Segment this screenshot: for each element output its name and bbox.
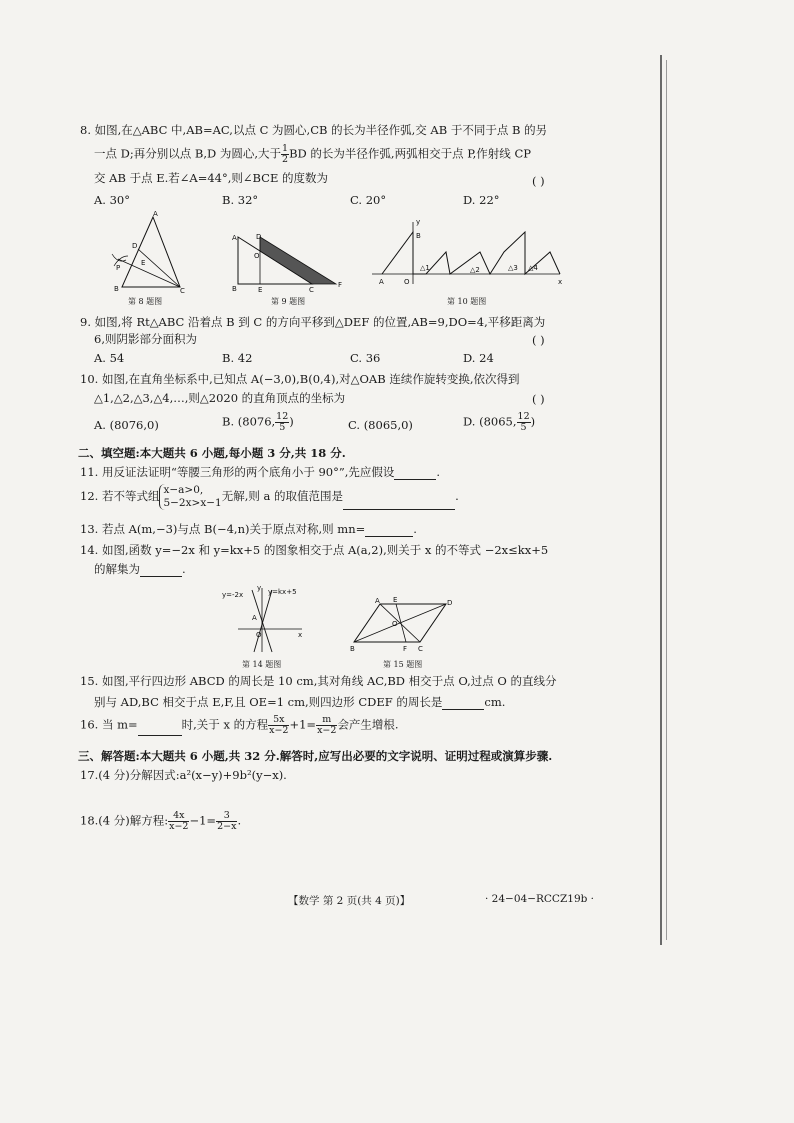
- q15-blank[interactable]: [442, 697, 484, 710]
- fig8-triangle: [122, 217, 180, 287]
- footer-page-info: 【数学 第 2 页(共 4 页)】: [288, 895, 411, 907]
- q8-option-a: A. 30°: [94, 193, 130, 207]
- q9-option-c: C. 36: [350, 351, 381, 365]
- footer-code: · 24−04−RCCZ19b ·: [485, 893, 595, 905]
- fig9-label-c: C: [309, 286, 314, 294]
- q9-line1: 9. 如图,将 Rt△ABC 沿着点 B 到 C 的方向平移到△DEF 的位置,AB=9,DO=4,平移距离为: [80, 315, 546, 329]
- q8-option-d: D. 22°: [463, 193, 500, 207]
- q13: 13. 若点 A(m,−3)与点 B(−4,n)关于原点对称,则 mn= .: [80, 522, 417, 536]
- fig8-label-c: C: [180, 287, 185, 295]
- section-2-heading: 二、填空题:本大题共 6 小题,每小题 3 分,共 18 分.: [78, 446, 346, 460]
- figure-8: [108, 210, 198, 295]
- fig10-caption: 第 10 题图: [447, 297, 487, 306]
- q12-blank[interactable]: [343, 497, 455, 510]
- fig14-label-x: x: [298, 631, 303, 639]
- fig15-bd: [354, 604, 446, 642]
- fig9-label-b: B: [232, 285, 237, 293]
- q16: 16. 当 m= 时,关于 x 的方程 $\frac{5x}{x-2}$ +1= $\frac{m}{x-2}$ 会产生增根.: [80, 714, 399, 736]
- q16-blank[interactable]: [138, 723, 182, 736]
- q15-line2: 别与 AD,BC 相交于点 E,F,且 OE=1 cm,则四边形 CDEF 的周长是 cm.: [94, 695, 506, 709]
- fig10-label-y: y: [416, 218, 421, 226]
- q8-line2b: BD 的长为半径作弧,两弧相交于点 P,作射线 CP: [289, 146, 531, 161]
- fig15-label-b: B: [350, 645, 355, 653]
- fig14-label-a: A: [252, 614, 257, 622]
- fig9-label-f: F: [338, 281, 343, 289]
- q8-fraction: $\frac{1}{2}$: [282, 143, 289, 165]
- fig15-label-d: D: [447, 599, 453, 607]
- q8-line2: [94, 144, 531, 165]
- fig10-label-x: x: [558, 278, 563, 286]
- q15-line1: 15. 如图,平行四边形 ABCD 的周长是 10 cm,其对角线 AC,BD 相交于点 O,过点 O 的直线分: [80, 674, 557, 688]
- fig9-caption: 第 9 题图: [271, 297, 306, 306]
- q14-line2: 的解集为 .: [94, 562, 186, 576]
- fig10-label-t4: △4: [528, 264, 538, 272]
- q10-line2: △1,△2,△3,△4,…,则△2020 的直角顶点的坐标为: [94, 391, 346, 405]
- fig15-caption: 第 15 题图: [383, 660, 423, 669]
- fig15-label-e: E: [393, 596, 398, 604]
- q8-answer-paren: ( ): [532, 174, 545, 188]
- fig15-label-f: F: [403, 645, 408, 653]
- fig14-label-kx5: y=kx+5: [268, 588, 297, 596]
- fig15-label-o: O: [392, 620, 398, 628]
- figure-15: [350, 596, 460, 656]
- q9-option-b: B. 42: [222, 351, 253, 365]
- figure-14: [222, 584, 312, 654]
- fig14-caption: 第 14 题图: [242, 660, 282, 669]
- fig8-label-e: E: [141, 259, 146, 267]
- margin-rule-thin: [666, 60, 667, 940]
- fig8-label-d: D: [132, 242, 138, 250]
- fig9-label-e: E: [258, 286, 263, 294]
- fig9-label-a: A: [232, 234, 237, 242]
- q8-line1: 8. 如图,在△ABC 中,AB=AC,以点 C 为圆心,CB 的长为半径作弧,交 AB 于不同于点 B 的另: [80, 123, 548, 137]
- fig10-label-t1: △1: [420, 264, 430, 272]
- q8-option-c: C. 20°: [350, 193, 387, 207]
- q14-line1: 14. 如图,函数 y=−2x 和 y=kx+5 的图象相交于点 A(a,2),则关于 x 的不等式 −2x≤kx+5: [80, 543, 549, 557]
- q12-system: x−a>0, 5−2x>x−1: [159, 484, 221, 510]
- q10-option-d: D. (8065, $\frac{12}{5}$ ): [463, 411, 536, 433]
- fig10-label-o: O: [404, 278, 410, 286]
- fig10-label-t2: △2: [470, 266, 480, 274]
- q9-line2: 6,则阴影部分面积为: [94, 332, 197, 346]
- fig8-caption: 第 8 题图: [128, 297, 163, 306]
- figure-9: [232, 232, 347, 292]
- fig14-label-o: O: [256, 631, 262, 639]
- q8-option-b: B. 32°: [222, 193, 259, 207]
- q17: 17.(4 分)分解因式:a²(x−y)+9b²(y−x).: [80, 768, 287, 782]
- q9-option-d: D. 24: [463, 351, 494, 365]
- fig10-label-a: A: [379, 278, 384, 286]
- fig8-label-b: B: [114, 285, 119, 293]
- q12: 12. 若不等式组 x−a>0, 5−2x>x−1 无解,则 a 的取值范围是 .: [80, 484, 459, 509]
- fig9-shaded-region: [260, 237, 336, 284]
- q10-option-a: A. (8076,0): [94, 418, 159, 432]
- q14-blank[interactable]: [140, 564, 182, 577]
- q9-option-a: A. 54: [94, 351, 125, 365]
- fig9-label-o: O: [254, 252, 260, 260]
- q8-line3: 交 AB 于点 E.若∠A=44°,则∠BCE 的度数为: [94, 171, 329, 185]
- section-3-heading: 三、解答题:本大题共 6 小题,共 32 分.解答时,应写出必要的文字说明、证明过程或演算步骤.: [78, 749, 553, 763]
- q13-blank[interactable]: [365, 524, 413, 537]
- fig9-label-d: D: [256, 233, 262, 241]
- q8-line2a: 一点 D;再分别以点 B,D 为圆心,大于: [94, 146, 282, 161]
- q11-blank[interactable]: [394, 467, 436, 480]
- q10-line1: 10. 如图,在直角坐标系中,已知点 A(−3,0),B(0,4),对△OAB 连续作旋转变换,依次得到: [80, 372, 520, 386]
- q11: 11. 用反证法证明“等腰三角形的两个底角小于 90°”,先应假设 .: [80, 465, 441, 479]
- fig10-label-b: B: [416, 232, 421, 240]
- fig10-label-t3: △3: [508, 264, 518, 272]
- fig8-label-a: A: [153, 210, 158, 218]
- fig15-label-a: A: [375, 597, 380, 605]
- q9-answer-paren: ( ): [532, 333, 545, 347]
- q10-answer-paren: ( ): [532, 392, 545, 406]
- fig14-label-y-neg2x: y=-2x: [222, 591, 244, 599]
- fig8-cd: [138, 249, 180, 287]
- fig14-label-y: y: [257, 584, 262, 592]
- q10-option-b: B. (8076, $\frac{12}{5}$ ): [222, 411, 294, 433]
- fig8-label-p: P: [116, 264, 121, 272]
- figure-10: [370, 218, 570, 288]
- margin-rule: [660, 55, 662, 945]
- q10-option-c: C. (8065,0): [348, 418, 413, 432]
- q18: 18.(4 分)解方程: $\frac{4x}{x-2}$ −1= $\frac{3}{2-x}$ .: [80, 810, 242, 832]
- fig15-label-c: C: [418, 645, 423, 653]
